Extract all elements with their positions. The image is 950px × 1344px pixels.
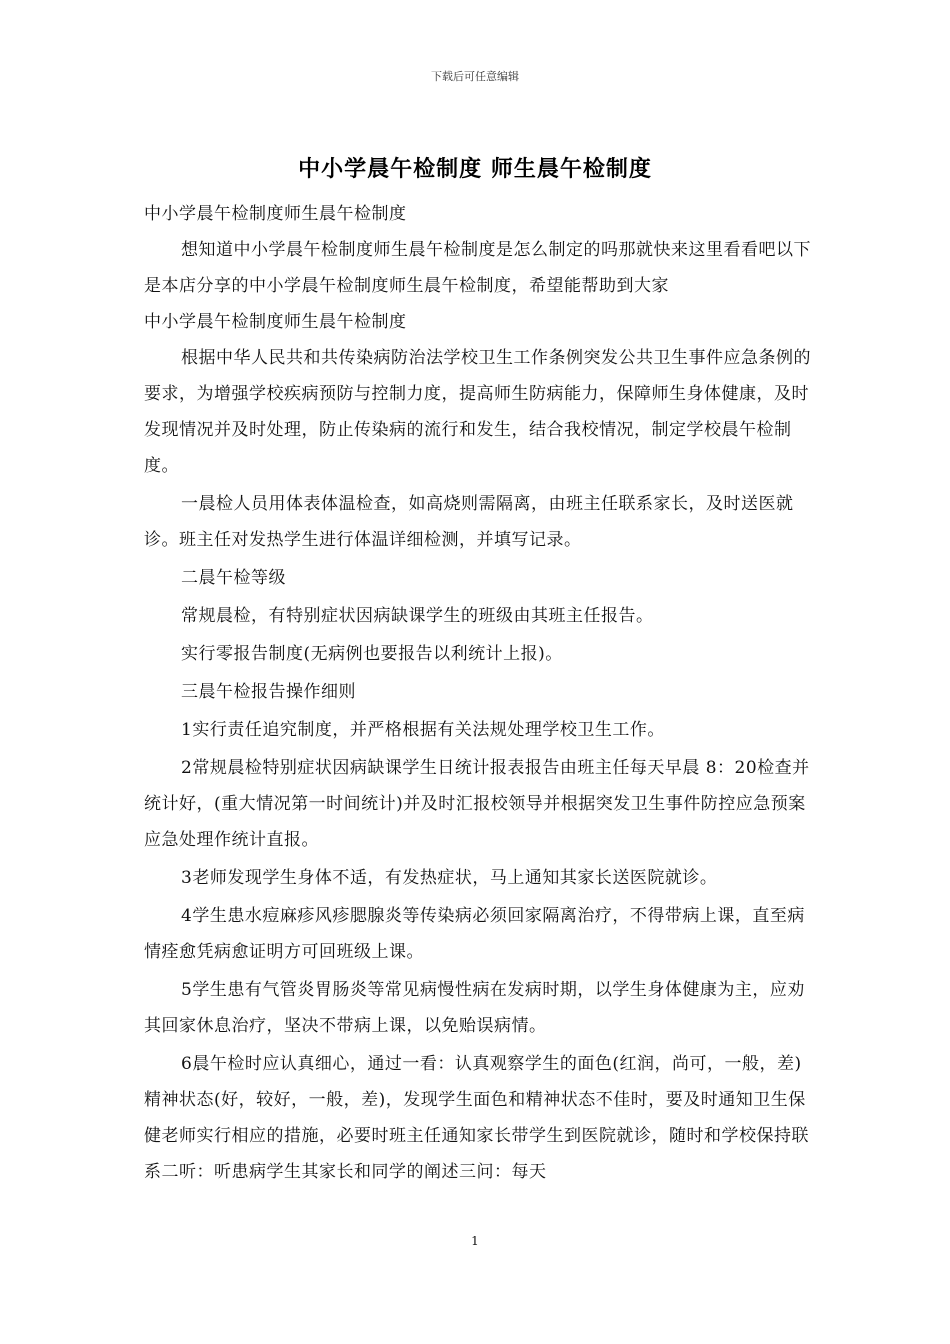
- document-title: 中小学晨午检制度 师生晨午检制度: [298, 157, 652, 182]
- rule-4-paragraph: 4学生患水痘麻疹风疹腮腺炎等传染病必须回家隔离治疗，不得带病上课，直至病情痊愈凭病愈证明方可回班级上课。: [144, 906, 805, 962]
- section-one-paragraph: 一晨检人员用体表体温检查，如高烧则需隔离，由班主任联系家长，及时送医就诊。班主任对发热学生进行体温详细检测，并填写记录。: [144, 494, 794, 550]
- subtitle-line: 中小学晨午检制度师生晨午检制度: [144, 204, 407, 224]
- section-two-heading: 二晨午检等级: [181, 568, 286, 588]
- rule-6-paragraph: 6晨午检时应认真细心，通过一看：认真观察学生的面色(红润，尚可，一般，差)精神状态(好，较好，一般，差)，发现学生面色和精神状态不佳时，要及时通知卫生保健老师实行相应的措施，必要时班主任通知家长带学生到医院就诊，随时和学校保持联系二听：听患病学生其家长和同学的阐述三问：每天: [144, 1054, 809, 1182]
- rule-3-paragraph: 3老师发现学生身体不适，有发热症状，马上通知其家长送医院就诊。: [181, 868, 718, 888]
- header-note: 下载后可任意编辑: [431, 70, 519, 83]
- rule-2-paragraph: 2常规晨检特别症状因病缺课学生日统计报表报告由班主任每天早晨 8：20检查并统计好，(重大情况第一时间统计)并及时汇报校领导并根据突发卫生事件防控应急预案应急处理作统计直报。: [144, 758, 810, 850]
- rule-1-paragraph: 1实行责任追究制度，并严格根据有关法规处理学校卫生工作。: [181, 720, 665, 740]
- document-body: [144, 196, 816, 1190]
- routine-check-paragraph: 常规晨检，有特别症状因病缺课学生的班级由其班主任报告。: [181, 606, 654, 626]
- purpose-paragraph: 根据中华人民共和共传染病防治法学校卫生工作条例突发公共卫生事件应急条例的要求，为增强学校疾病预防与控制力度，提高师生防病能力，保障师生身体健康，及时发现情况并及时处理，防止传染病的流行和发生，结合我校情况，制定学校晨午检制度。: [144, 348, 811, 476]
- section-three-heading: 三晨午检报告操作细则: [181, 682, 356, 702]
- subtitle-line-repeat: 中小学晨午检制度师生晨午检制度: [144, 312, 407, 332]
- rule-5-paragraph: 5学生患有气管炎胃肠炎等常见病慢性病在发病时期，以学生身体健康为主，应劝其回家休息治疗，坚决不带病上课，以免贻误病情。: [144, 980, 805, 1036]
- intro-paragraph: 想知道中小学晨午检制度师生晨午检制度是怎么制定的吗那就快来这里看看吧以下是本店分享的中小学晨午检制度师生晨午检制度，希望能帮助到大家: [144, 240, 811, 296]
- zero-report-paragraph: 实行零报告制度(无病例也要报告以利统计上报)。: [181, 644, 563, 664]
- page-number: 1: [471, 1234, 479, 1248]
